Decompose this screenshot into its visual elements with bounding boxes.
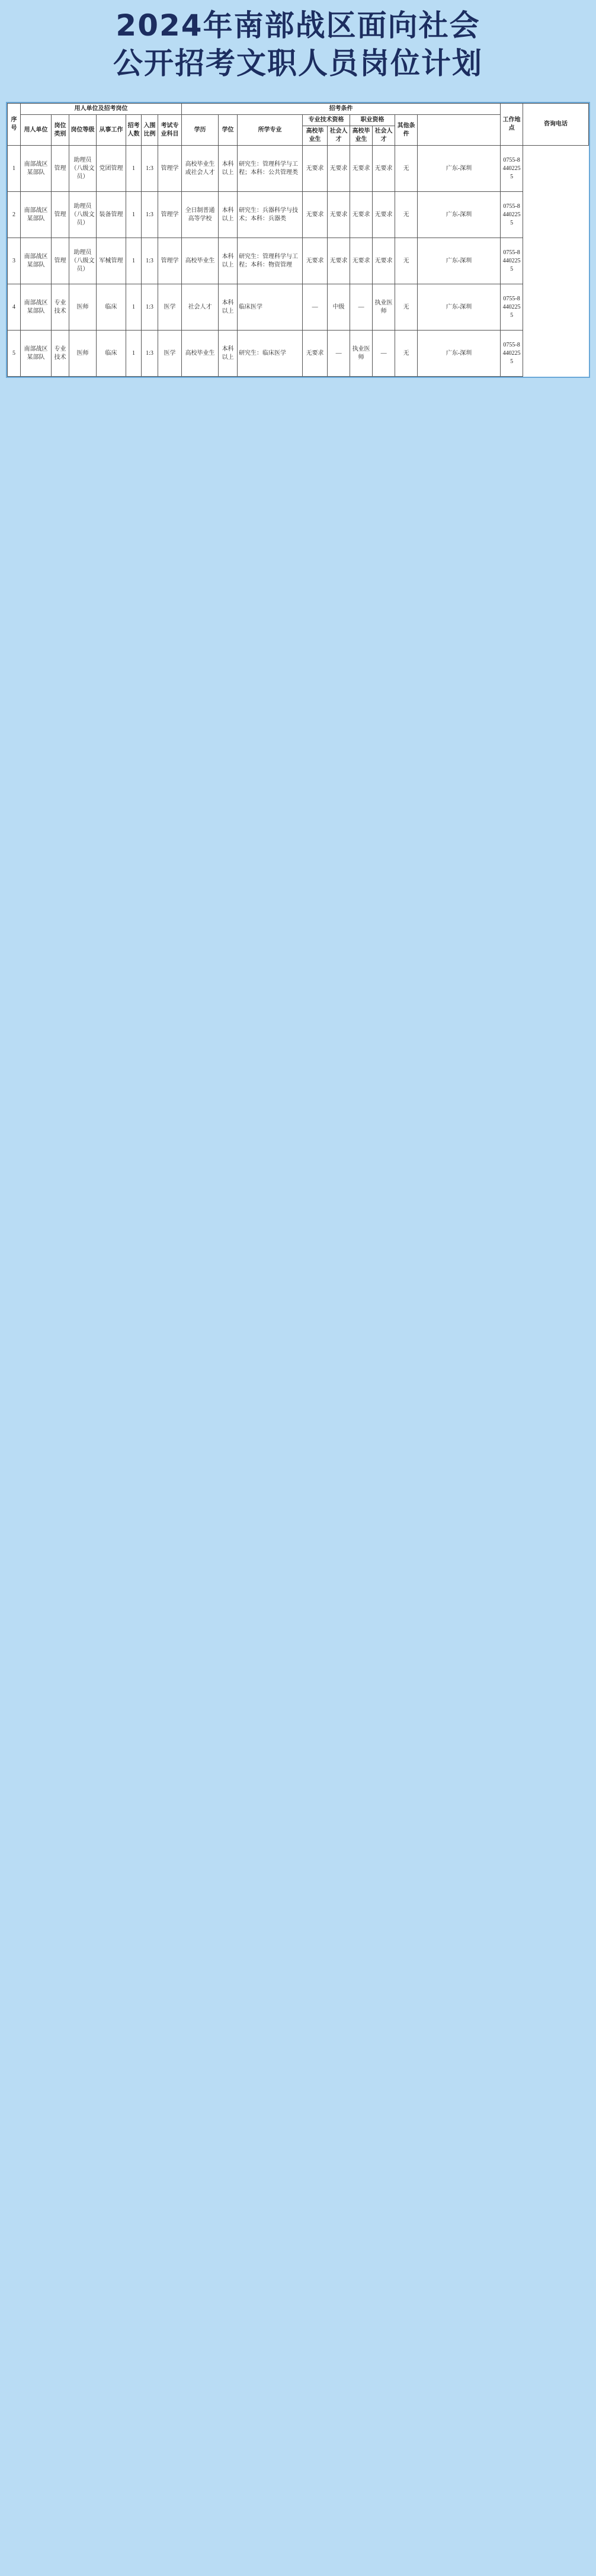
col-qual-social: 社会人才 (328, 126, 350, 146)
col-work: 从事工作 (97, 115, 126, 146)
cell-deg: 本科以上 (219, 146, 238, 192)
cell-n: 4 (8, 284, 21, 331)
col-group-unit: 用人单位及招考岗位 (21, 104, 182, 115)
cell-c1: 无要求 (350, 146, 373, 192)
cell-phone: 0755-84402255 (501, 331, 523, 377)
cell-place: 广东-深圳 (418, 192, 501, 238)
cell-lvl: 助理员（八级文员） (69, 192, 97, 238)
cell-exam: 医学 (158, 331, 182, 377)
cell-other: 无 (395, 146, 418, 192)
cell-q2: 无要求 (328, 146, 350, 192)
cell-q2: 无要求 (328, 238, 350, 284)
cell-unit: 南部战区某部队 (21, 284, 52, 331)
cell-phone: 0755-84402255 (501, 192, 523, 238)
col-count: 招考人数 (126, 115, 142, 146)
cell-q1: — (303, 284, 328, 331)
cell-deg: 本科以上 (219, 192, 238, 238)
col-edu: 学历 (182, 115, 219, 146)
cell-exam: 管理学 (158, 238, 182, 284)
cell-work: 装备管理 (97, 192, 126, 238)
cell-lvl: 医师 (69, 284, 97, 331)
table-row (8, 146, 589, 192)
col-category: 岗位类别 (52, 115, 69, 146)
col-group-certificate: 职业资格 (350, 115, 395, 126)
table-row (8, 192, 589, 238)
cell-n: 3 (8, 238, 21, 284)
cell-ratio: 1:3 (142, 331, 158, 377)
cell-major: 临床医学 (238, 284, 303, 331)
cell-major: 研究生：兵器科学与技术；本科：兵器类 (238, 192, 303, 238)
cell-c2: 执业医师 (373, 284, 395, 331)
cell-edu: 社会人才 (182, 284, 219, 331)
col-degree: 学位 (219, 115, 238, 146)
cell-work: 军械管理 (97, 238, 126, 284)
cell-q1: 无要求 (303, 192, 328, 238)
recruitment-table-sheet (6, 102, 590, 378)
col-cert-college: 高校毕业生 (350, 126, 373, 146)
cell-unit: 南部战区某部队 (21, 331, 52, 377)
cell-q2: — (328, 331, 350, 377)
cell-num: 1 (126, 331, 142, 377)
cell-edu: 高校毕业生 (182, 331, 219, 377)
cell-c2: 无要求 (373, 238, 395, 284)
cell-ratio: 1:3 (142, 192, 158, 238)
cell-exam: 管理学 (158, 146, 182, 192)
cell-lvl: 助理员（八级文员） (69, 238, 97, 284)
cell-other: 无 (395, 238, 418, 284)
cell-q1: 无要求 (303, 238, 328, 284)
cell-c2: 无要求 (373, 192, 395, 238)
cell-ratio: 1:3 (142, 284, 158, 331)
cell-edu: 全日制普通高等学校 (182, 192, 219, 238)
cell-exam: 医学 (158, 284, 182, 331)
cell-c1: — (350, 284, 373, 331)
table-row (8, 238, 589, 284)
cell-n: 5 (8, 331, 21, 377)
cell-work: 临床 (97, 331, 126, 377)
cell-lvl: 医师 (69, 331, 97, 377)
cell-phone: 0755-84402255 (501, 146, 523, 192)
cell-num: 1 (126, 284, 142, 331)
cell-q1: 无要求 (303, 146, 328, 192)
cell-cat: 专业技术 (52, 331, 69, 377)
cell-n: 2 (8, 192, 21, 238)
cell-lvl: 助理员（八级文员） (69, 146, 97, 192)
cell-ratio: 1:3 (142, 146, 158, 192)
cell-unit: 南部战区某部队 (21, 146, 52, 192)
page-title-banner (0, 0, 596, 89)
cell-c1: 无要求 (350, 192, 373, 238)
cell-major: 研究生：临床医学 (238, 331, 303, 377)
cell-edu: 高校毕业生 (182, 238, 219, 284)
cell-cat: 专业技术 (52, 284, 69, 331)
cell-deg: 本科以上 (219, 238, 238, 284)
col-place: 工作地点 (501, 104, 523, 146)
cell-exam: 管理学 (158, 192, 182, 238)
cell-edu: 高校毕业生或社会人才 (182, 146, 219, 192)
cell-place: 广东-深圳 (418, 331, 501, 377)
cell-c2: — (373, 331, 395, 377)
cell-place: 广东-深圳 (418, 238, 501, 284)
cell-deg: 本科以上 (219, 331, 238, 377)
cell-q1: 无要求 (303, 331, 328, 377)
cell-phone: 0755-84402255 (501, 238, 523, 284)
table-row (8, 331, 589, 377)
col-exam: 考试专业科目 (158, 115, 182, 146)
cell-num: 1 (126, 146, 142, 192)
cell-place: 广东-深圳 (418, 146, 501, 192)
cell-c1: 执业医师 (350, 331, 373, 377)
cell-c2: 无要求 (373, 146, 395, 192)
cell-deg: 本科以上 (219, 284, 238, 331)
cell-major: 研究生：管理科学与工程；本科：物资管理 (238, 238, 303, 284)
cell-work: 临床 (97, 284, 126, 331)
cell-cat: 管理 (52, 192, 69, 238)
cell-c1: 无要求 (350, 238, 373, 284)
cell-unit: 南部战区某部队 (21, 238, 52, 284)
table-row (8, 284, 589, 331)
cell-q2: 无要求 (328, 192, 350, 238)
col-other: 其他条件 (395, 115, 418, 146)
cell-unit: 南部战区某部队 (21, 192, 52, 238)
cell-work: 党团管理 (97, 146, 126, 192)
col-level: 岗位等级 (69, 115, 97, 146)
col-seq: 序号 (8, 104, 21, 146)
col-unit: 用人单位 (21, 115, 52, 146)
cell-cat: 管理 (52, 146, 69, 192)
col-group-qualification: 专业技术资格 (303, 115, 350, 126)
cell-other: 无 (395, 331, 418, 377)
cell-ratio: 1:3 (142, 238, 158, 284)
cell-major: 研究生：管理科学与工程；本科：公共管理类 (238, 146, 303, 192)
col-qual-college: 高校毕业生 (303, 126, 328, 146)
cell-other: 无 (395, 284, 418, 331)
cell-num: 1 (126, 238, 142, 284)
cell-q2: 中级 (328, 284, 350, 331)
col-major: 所学专业 (238, 115, 303, 146)
col-phone: 咨询电话 (523, 104, 589, 146)
col-ratio: 入围比例 (142, 115, 158, 146)
cell-num: 1 (126, 192, 142, 238)
cell-other: 无 (395, 192, 418, 238)
page-title-line-1: 2024年南部战区面向社会 (116, 8, 480, 43)
cell-place: 广东-深圳 (418, 284, 501, 331)
cell-n: 1 (8, 146, 21, 192)
col-cert-social: 社会人才 (373, 126, 395, 146)
cell-phone: 0755-84402255 (501, 284, 523, 331)
col-group-requirements: 招考条件 (182, 104, 501, 115)
cell-cat: 管理 (52, 238, 69, 284)
recruitment-table (7, 103, 589, 377)
page-title-line-2: 公开招考文职人员岗位计划 (113, 46, 483, 81)
